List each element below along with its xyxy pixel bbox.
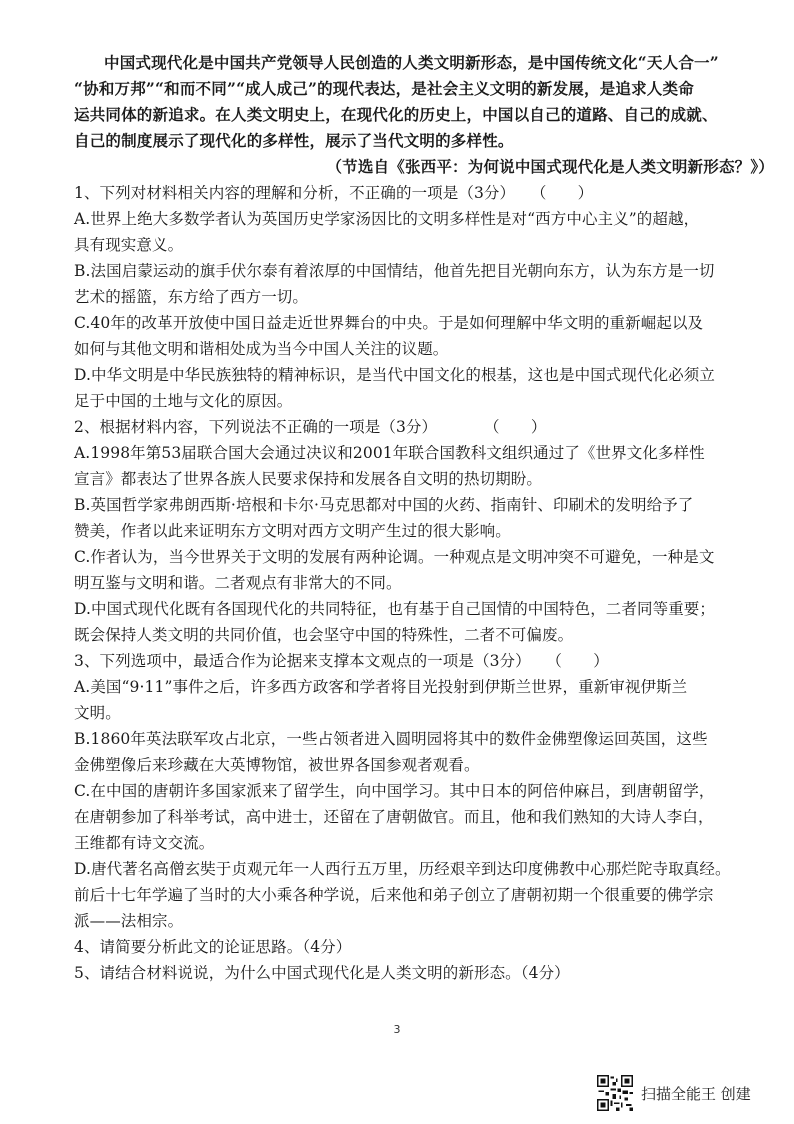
option-line: 既会保持人类文明的共同价值，也会坚守中国的特殊性，二者不可偏废。 bbox=[74, 626, 574, 644]
question-1 bbox=[74, 180, 774, 414]
passage-line: 自己的制度展示了现代化的多样性，展示了当代文明的多样性。 bbox=[74, 131, 514, 150]
option-line: D.中华文明是中华民族独特的精神标识，是当代中国文化的根基，这也是中国式现代化必须立 bbox=[74, 366, 716, 384]
option-line: 明互鉴与文明和谐。二者观点有非常大的不同。 bbox=[74, 574, 402, 592]
question-stem: 3、下列选项中，最适合作为论据来支撑本文观点的一项是（3分） （ ） bbox=[74, 652, 609, 670]
document-content bbox=[74, 50, 774, 986]
option-line: 赞美，作者以此来证明东方文明对西方文明产生过的很大影响。 bbox=[74, 522, 511, 540]
option-line: D.中国式现代化既有各国现代化的共同特征，也有基于自己国情的中国特色，二者同等重要； bbox=[74, 600, 716, 618]
page-number: 3 bbox=[393, 1023, 401, 1036]
option-line: B.英国哲学家弗朗西斯·培根和卡尔·马克思都对中国的火药、指南针、印刷术的发明给予了 bbox=[74, 496, 694, 514]
option-line: B.1860年英法联军攻占北京，一些占领者进入圆明园将其中的数件金佛塑像运回英国，这些 bbox=[74, 730, 708, 748]
passage-source: （节选自《张西平：为何说中国式现代化是人类文明新形态？》） bbox=[326, 157, 774, 176]
passage-line: 中国式现代化是中国共产党领导人民创造的人类文明新形态，是中国传统文化“天人合一” bbox=[104, 53, 719, 72]
option-line: C.作者认为，当今世界关于文明的发展有两种论调。一种观点是文明冲突不可避免，一种是文 bbox=[74, 548, 715, 566]
option-line: 具有现实意义。 bbox=[74, 236, 184, 254]
scanner-watermark bbox=[597, 1071, 751, 1115]
question-2 bbox=[74, 414, 774, 648]
option-line: 文明。 bbox=[74, 704, 121, 722]
option-line: 王维都有诗文交流。 bbox=[74, 834, 215, 852]
passage-line: 运共同体的新追求。在人类文明史上，在现代化的历史上，中国以自己的道路、自己的成就、 bbox=[74, 105, 718, 124]
question-stem: 2、根据材料内容，下列说法不正确的一项是（3分） （ ） bbox=[74, 418, 547, 436]
option-line: 前后十七年学遍了当时的大小乘各种学说，后来他和弟子创立了唐朝初期一个很重要的佛学宗 bbox=[74, 886, 714, 904]
option-line: 派——法相宗。 bbox=[74, 912, 184, 930]
passage bbox=[74, 50, 774, 180]
option-line: 足于中国的土地与文化的原因。 bbox=[74, 392, 293, 410]
option-line: 如何与其他文明和谐相处成为当今中国人关注的议题。 bbox=[74, 340, 449, 358]
qr-code-icon bbox=[597, 1075, 633, 1111]
option-line: B.法国启蒙运动的旗手伏尔泰有着浓厚的中国情结，他首先把目光朝向东方，认为东方是一切 bbox=[74, 262, 715, 280]
question-3 bbox=[74, 648, 774, 934]
option-line: A.世界上绝大多数学者认为英国历史学家汤因比的文明多样性是对“西方中心主义”的超越， bbox=[74, 210, 700, 228]
question-stem: 4、请简要分析此文的论证思路。（4分） bbox=[74, 938, 352, 956]
passage-line: “协和万邦”“和而不同”“成人成己”的现代表达，是社会主义文明的新发展，是追求人类命 bbox=[74, 79, 694, 98]
option-line: 在唐朝参加了科举考试，高中进士，还留在了唐朝做官。而且，他和我们熟知的大诗人李白， bbox=[74, 808, 714, 826]
option-line: C.在中国的唐朝许多国家派来了留学生，向中国学习。其中日本的阿倍仲麻吕，到唐朝留学， bbox=[74, 782, 715, 800]
option-line: 艺术的摇篮，东方给了西方一切。 bbox=[74, 288, 309, 306]
option-line: A.1998年第53届联合国大会通过决议和2001年联合国教科文组织通过了《世界文化多样性 bbox=[74, 444, 705, 462]
option-line: D.唐代著名高僧玄奘于贞观元年一人西行五万里，历经艰辛到达印度佛教中心那烂陀寺取真经。 bbox=[74, 860, 731, 878]
option-line: C.40年的改革开放使中国日益走近世界舞台的中央。于是如何理解中华文明的重新崛起以及 bbox=[74, 314, 704, 332]
question-4 bbox=[74, 934, 774, 960]
question-5 bbox=[74, 960, 774, 986]
question-stem: 5、请结合材料说说，为什么中国式现代化是人类文明的新形态。（4分） bbox=[74, 964, 570, 982]
option-line: 宣言》都表达了世界各族人民要求保持和发展各自文明的热切期盼。 bbox=[74, 470, 543, 488]
option-line: A.美国“9·11”事件之后，许多西方政客和学者将目光投射到伊斯兰世界，重新审视伊斯兰 bbox=[74, 678, 688, 696]
question-stem: 1、下列对材料相关内容的理解和分析，不正确的一项是（3分） （ ） bbox=[74, 184, 594, 202]
watermark-text: 扫描全能王 创建 bbox=[641, 1084, 751, 1103]
option-line: 金佛塑像后来珍藏在大英博物馆，被世界各国参观者观看。 bbox=[74, 756, 480, 774]
